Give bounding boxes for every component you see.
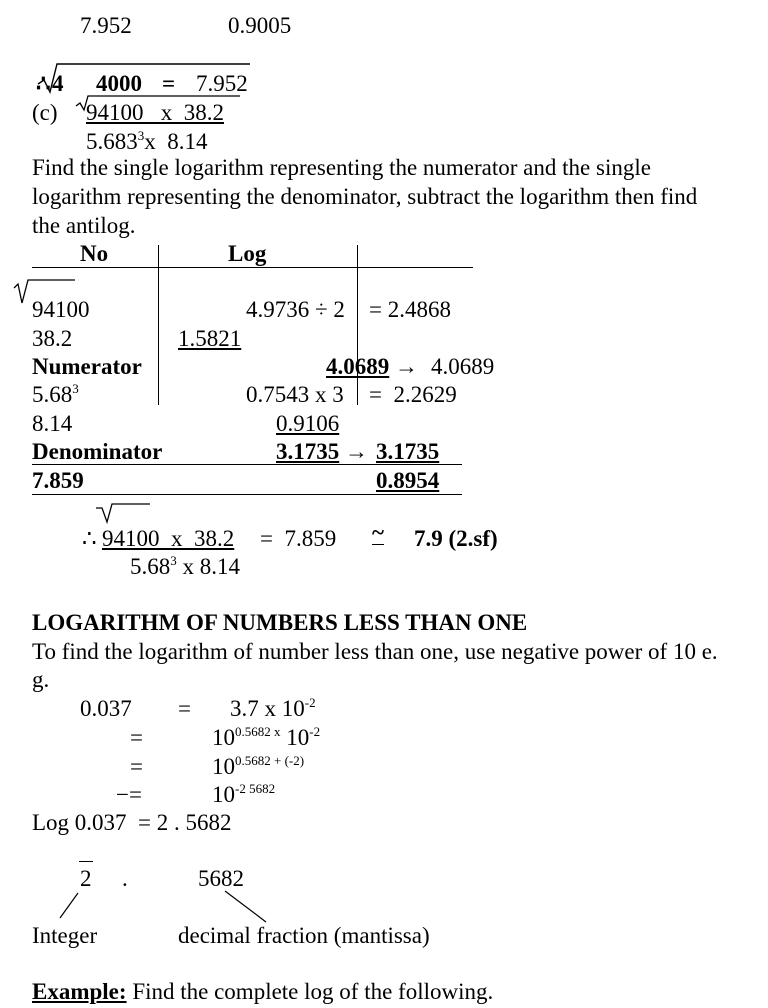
working-eq-1: = [178, 696, 191, 721]
root-result: 7.952 [196, 71, 248, 96]
top-right-value: 0.9005 [228, 13, 292, 38]
row-814-no: 8.14 [32, 411, 73, 436]
working-eq-3: = [130, 754, 143, 779]
log-statement: Log 0.037 = 2 . 5682 [32, 810, 232, 835]
row-denominator-no: Denominator [32, 439, 163, 464]
part-c-denominator: 5.683$^3$x 8.14 [86, 128, 208, 154]
root-equals: = [162, 71, 176, 96]
header-log: Log [228, 241, 267, 266]
row-denominator-arrow: → [345, 439, 368, 464]
working-eq-2: = [130, 725, 143, 750]
row-38-log: 1.5821 [178, 326, 242, 351]
result-radical-sign [96, 504, 150, 522]
result-equals: = 7.859 [260, 526, 337, 551]
working-line-2: $10^{0.5682 x}$ $10^{-2}$ [212, 724, 321, 750]
intro-line-1: To find the logarithm of number less than one, use negative power of 10 e. [32, 639, 718, 664]
paragraph-line-2: logarithm representing the denominator, subtract the logarithm then find [32, 184, 698, 209]
intro-line-2: g. [32, 667, 50, 692]
integer-pointer-line [60, 893, 78, 918]
result-therefore: ∴ [82, 526, 97, 551]
section-title: LOGARITHM OF NUMBERS LESS THAN ONE [32, 610, 528, 635]
part-c-numerator: 94100 x 38.2 [86, 100, 224, 125]
mantissa-pointer-line [225, 891, 266, 922]
paragraph-line-1: Find the single logarithm representing the numerator and the single [32, 155, 651, 180]
example-label: Example: [32, 979, 127, 1004]
diagram-mantissa: 5682 [198, 866, 244, 891]
row-numerator-no: Numerator [32, 354, 142, 379]
header-no: No [80, 241, 109, 266]
working-line-4: $10^{-2 5682}$ [212, 781, 276, 807]
approx-symbol: ~ [372, 520, 384, 545]
root-index: 4 [52, 71, 64, 96]
table-radical-sign [14, 280, 75, 303]
working-line-1: 3.7 x $10^{-2}$ [230, 695, 316, 721]
row-814-log: 0.9106 [276, 411, 340, 436]
paragraph-line-3: the antilog. [32, 213, 136, 238]
integer-label: Integer [32, 923, 98, 948]
example-text: Find the complete log of the following. [126, 979, 494, 1004]
radicand: 4000 [96, 71, 142, 96]
row-denominator-result: 3.1735 [376, 439, 440, 464]
row-answer-log: 0.8954 [376, 468, 440, 493]
working-eq-4: −= [116, 782, 142, 807]
row-numerator-log: 4.0689 [326, 354, 390, 379]
result-final: 7.9 (2.sf) [414, 526, 498, 551]
row-94100-no: 94100 [32, 297, 90, 322]
root-radical-sign [38, 64, 250, 92]
working-line-3: $10^{0.5682 + (-2)}$ [212, 753, 305, 779]
result-numerator: 94100 x 38.2 [102, 526, 235, 551]
row-94100-log: 4.9736 ÷ 2 [246, 297, 345, 322]
row-568-log: 0.7543 x 3 [246, 382, 344, 407]
row-94100-result: = 2.4868 [369, 297, 451, 322]
working-lhs: 0.037 [80, 696, 132, 721]
row-numerator-result: 4.0689 [431, 354, 495, 379]
part-c-label: (c) [32, 100, 58, 125]
row-568-result: = 2.2629 [369, 382, 457, 407]
diagram-dot: . [122, 866, 128, 891]
part-c-radical-sign [76, 96, 240, 110]
row-568-no: 5.68$^3$ [32, 381, 79, 407]
top-left-value: 7.952 [80, 13, 132, 38]
therefore-symbol: ∴ [36, 71, 51, 96]
row-38-no: 38.2 [32, 326, 73, 351]
row-answer-no: 7.859 [32, 468, 84, 493]
result-denominator: 5.68$^3$ x 8.14 [130, 553, 240, 579]
row-numerator-arrow: → [395, 354, 418, 379]
row-denominator-log: 3.1735 [276, 439, 340, 464]
bar-integer: 2 [80, 866, 92, 891]
fraction-label: decimal fraction (mantissa) [178, 923, 430, 948]
